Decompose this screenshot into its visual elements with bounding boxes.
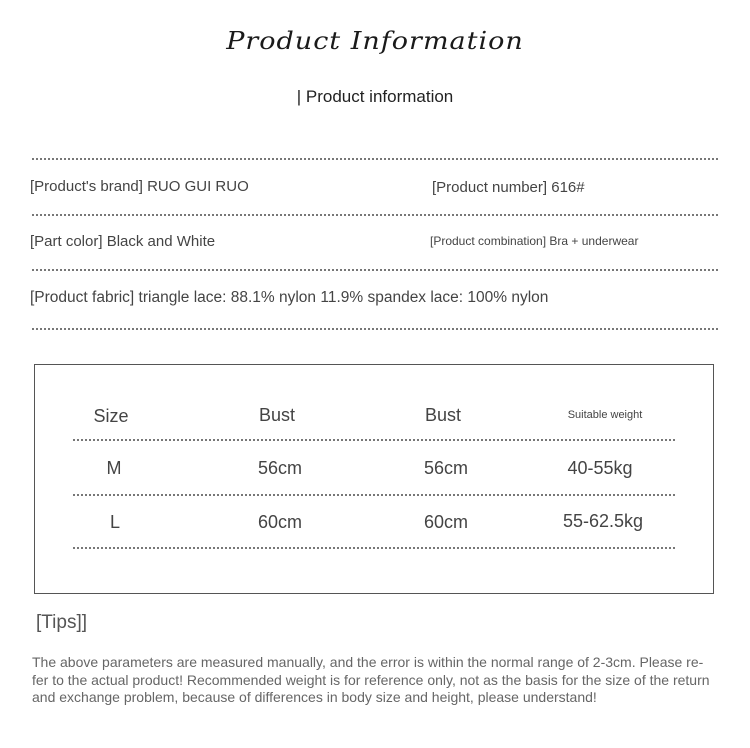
table-divider bbox=[73, 439, 675, 441]
size-table bbox=[34, 364, 714, 594]
tips-line: fer to the actual product! Recommended weight is for reference only, not as the basis for the size of the return bbox=[32, 671, 710, 688]
row-m-size: M bbox=[106, 458, 122, 478]
product-number: [Product number] 616# bbox=[432, 179, 585, 196]
header-size: Size bbox=[93, 406, 129, 426]
table-divider bbox=[73, 547, 675, 549]
product-combination: [Product combination] Bra + underwear bbox=[430, 234, 639, 248]
row-l-weight: 55-62.5kg bbox=[562, 511, 644, 531]
row-l-bust-2: 60cm bbox=[423, 512, 468, 532]
tips-text bbox=[32, 654, 746, 707]
table-divider bbox=[73, 494, 675, 496]
section-subtitle: | Product information bbox=[296, 87, 454, 106]
tips-line: and exchange problem, because of differences in body size and height, please understand! bbox=[32, 689, 597, 705]
tips-label: [Tips]] bbox=[36, 612, 88, 633]
divider bbox=[32, 269, 718, 271]
tips-line: The above parameters are measured manually, and the error is within the normal range of 2-3cm. Please re- bbox=[32, 654, 704, 670]
header-suitable-weight: Suitable weight bbox=[567, 409, 643, 421]
row-l-size: L bbox=[109, 512, 120, 532]
divider bbox=[32, 158, 718, 160]
product-brand: [Product's brand] RUO GUI RUO bbox=[30, 178, 249, 195]
row-m-weight: 40-55kg bbox=[567, 458, 633, 478]
header-bust: Bust bbox=[258, 405, 296, 425]
part-color: [Part color] Black and White bbox=[30, 233, 216, 250]
row-m-bust-2: 56cm bbox=[423, 458, 468, 478]
divider bbox=[32, 328, 718, 330]
row-m-bust: 56cm bbox=[257, 458, 302, 478]
header-bust-2: Bust bbox=[424, 405, 462, 425]
divider bbox=[32, 214, 718, 216]
product-fabric: [Product fabric] triangle lace: 88.1% nylon 11.9% spandex lace: 100% nylon bbox=[30, 289, 549, 306]
product-information-title: Product Information bbox=[226, 27, 524, 56]
row-l-bust: 60cm bbox=[257, 512, 302, 532]
